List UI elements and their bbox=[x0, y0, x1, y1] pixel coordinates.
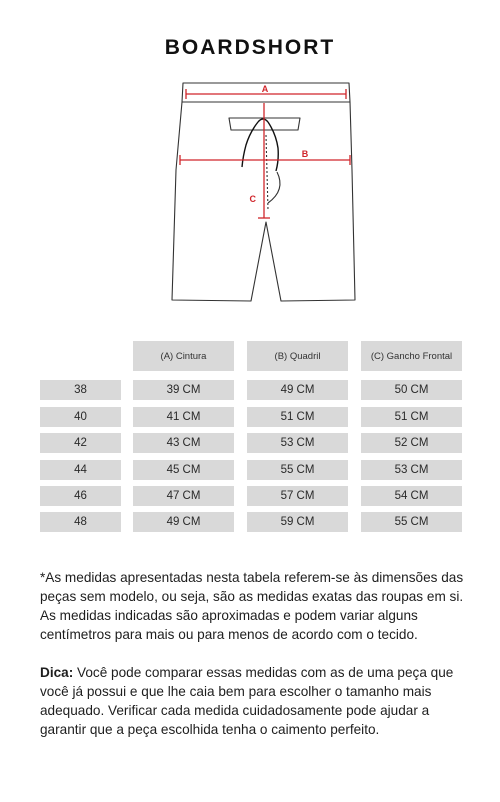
size-cell: 42 bbox=[40, 433, 121, 453]
cintura-cell: 47 CM bbox=[133, 486, 234, 506]
size-cell: 48 bbox=[40, 512, 121, 532]
gancho-cell: 52 CM bbox=[361, 433, 462, 453]
quadril-cell: 59 CM bbox=[247, 512, 348, 532]
cintura-cell: 45 CM bbox=[133, 460, 234, 480]
disclaimer-text: *As medidas apresentadas nesta tabela referem-se às dimensões das peças sem modelo, ou seja, são as medidas exatas das roupas em si. As medidas indicadas são aproximadas e podem variar alguns centímetros para mais ou para menos de acordo com o tecido. bbox=[40, 570, 464, 642]
gancho-cell: 51 CM bbox=[361, 407, 462, 427]
quadril-cell: 53 CM bbox=[247, 433, 348, 453]
cintura-cell: 41 CM bbox=[133, 407, 234, 427]
cintura-cell: 43 CM bbox=[133, 433, 234, 453]
quadril-cell: 55 CM bbox=[247, 460, 348, 480]
tip-paragraph bbox=[40, 663, 470, 739]
size-cell: 44 bbox=[40, 460, 121, 480]
tip-text: Você pode comparar essas medidas com as de uma peça que você já possui e que lhe caia bem para escolher o tamanho mais adequado. Verificar cada medida cuidadosamente pode ajudar a garantir que a peça escolhida tenha o caimento perfeito. bbox=[40, 665, 454, 737]
size-cell: 38 bbox=[40, 380, 121, 400]
header-cintura: (A) Cintura bbox=[133, 341, 234, 371]
cintura-cell: 49 CM bbox=[133, 512, 234, 532]
header-gancho: (C) Gancho Frontal bbox=[361, 341, 462, 371]
page-title: BOARDSHORT bbox=[164, 36, 336, 59]
size-cell: 46 bbox=[40, 486, 121, 506]
gancho-cell: 53 CM bbox=[361, 460, 462, 480]
quadril-cell: 51 CM bbox=[247, 407, 348, 427]
gancho-cell: 55 CM bbox=[361, 512, 462, 532]
tip-label: Dica: bbox=[40, 665, 74, 680]
cintura-cell: 39 CM bbox=[133, 380, 234, 400]
gancho-cell: 54 CM bbox=[361, 486, 462, 506]
size-cell: 40 bbox=[40, 407, 121, 427]
quadril-cell: 49 CM bbox=[247, 380, 348, 400]
gancho-cell: 50 CM bbox=[361, 380, 462, 400]
quadril-cell: 57 CM bbox=[247, 486, 348, 506]
label-c: C bbox=[249, 194, 256, 204]
label-a: A bbox=[261, 84, 269, 94]
notes bbox=[40, 568, 470, 739]
header-quadril: (B) Quadril bbox=[247, 341, 348, 371]
label-b: B bbox=[301, 149, 309, 159]
